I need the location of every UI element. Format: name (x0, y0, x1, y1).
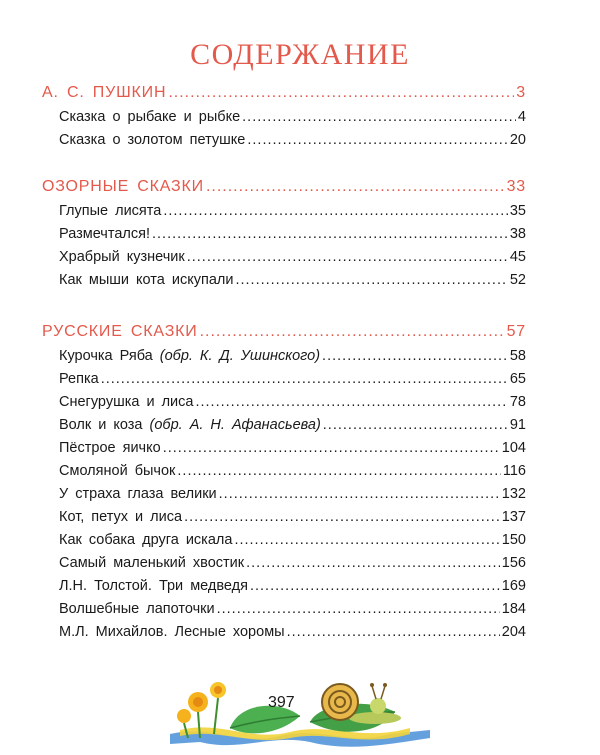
toc-entry[interactable] (42, 483, 526, 506)
entry-page: 104 (501, 440, 526, 456)
entry-page: 4 (517, 109, 526, 125)
toc-entry[interactable] (42, 598, 526, 621)
entry-label: Кот, петух и лиса (59, 509, 183, 525)
entry-label: Размечтался! (59, 226, 150, 242)
entry-label: Как собака друга искала (59, 532, 233, 548)
leader-dots (250, 575, 500, 598)
entry-page: 35 (509, 203, 526, 219)
toc-entry[interactable] (42, 506, 526, 529)
entry-page: 38 (509, 226, 526, 242)
leader-dots (247, 129, 507, 152)
leader-dots (177, 460, 500, 483)
toc-entry[interactable] (42, 575, 526, 598)
entry-label: Сказка о рыбаке и рыбке (59, 109, 241, 125)
toc-section-pushkin (42, 80, 526, 152)
entry-page: 184 (501, 601, 526, 617)
leader-dots (234, 529, 499, 552)
section-label: РУССКИЕ СКАЗКИ (42, 323, 198, 340)
entry-label: Как мыши кота искупали (59, 272, 234, 288)
toc-section-russkie (42, 319, 526, 644)
leader-dots (206, 174, 505, 200)
leader-dots (152, 223, 508, 246)
entry-page: 132 (501, 486, 526, 502)
leader-dots (287, 621, 500, 644)
entry-page: 45 (509, 249, 526, 265)
toc-entry[interactable] (42, 368, 526, 391)
entry-label: Снегурушка и лиса (59, 394, 194, 410)
entry-note: (обр. К. Д. Ушинского) (159, 348, 321, 364)
leader-dots (163, 437, 500, 460)
entry-page: 137 (501, 509, 526, 525)
entry-title: Курочка Ряба (59, 348, 153, 364)
leader-dots (242, 106, 516, 129)
leader-dots (217, 598, 500, 621)
page-title: СОДЕРЖАНИЕ (190, 38, 410, 71)
flower-icon (210, 682, 226, 734)
section-label: А. С. ПУШКИН (42, 84, 167, 101)
toc-entry[interactable] (42, 552, 526, 575)
section-page: 57 (506, 323, 526, 340)
section-page: 33 (506, 178, 526, 195)
entry-label: Самый маленький хвостик (59, 555, 245, 571)
flowers-leaves-snail-illustration (170, 672, 430, 750)
leader-dots (187, 246, 508, 269)
leader-dots (323, 414, 508, 437)
toc-section-heading[interactable] (42, 174, 526, 200)
section-label: ОЗОРНЫЕ СКАЗКИ (42, 178, 204, 195)
entry-page: 65 (509, 371, 526, 387)
snail-icon (322, 683, 401, 724)
entry-label (59, 414, 321, 437)
toc-entry[interactable] (42, 200, 526, 223)
entry-page: 169 (501, 578, 526, 594)
entry-label: М.Л. Михайлов. Лесные хоромы (59, 624, 285, 640)
entry-page: 204 (501, 624, 526, 640)
page-number: 397 (268, 694, 295, 711)
section-page: 3 (516, 84, 526, 101)
toc-entry[interactable] (42, 269, 526, 292)
entry-label: Глупые лисята (59, 203, 162, 219)
toc-entry[interactable] (42, 129, 526, 152)
leader-dots (235, 269, 507, 292)
entry-page: 156 (501, 555, 526, 571)
leader-dots (200, 319, 505, 345)
entry-page: 52 (509, 272, 526, 288)
toc-entry[interactable] (42, 106, 526, 129)
entry-label: Л.Н. Толстой. Три медведя (59, 578, 248, 594)
toc-entry[interactable] (42, 529, 526, 552)
entry-label: Репка (59, 371, 99, 387)
toc-entry[interactable] (42, 223, 526, 246)
entry-page: 20 (509, 132, 526, 148)
entry-label: Пёстрое яичко (59, 440, 161, 456)
leader-dots (219, 483, 500, 506)
entry-label: Храбрый кузнечик (59, 249, 185, 265)
entry-label: Смоляной бычок (59, 463, 176, 479)
entry-page: 116 (502, 463, 526, 479)
toc-entry[interactable] (42, 621, 526, 644)
entry-label: Волшебные лапоточки (59, 601, 215, 617)
entry-note: (обр. А. Н. Афанасьева) (149, 417, 321, 433)
leader-dots (195, 391, 507, 414)
toc-entry[interactable] (42, 460, 526, 483)
toc-entry[interactable] (42, 246, 526, 269)
leader-dots (163, 200, 508, 223)
leader-dots (322, 345, 508, 368)
entry-label (59, 345, 320, 368)
footer-illustration (170, 672, 430, 750)
entry-page: 91 (509, 417, 526, 433)
entry-label: У страха глаза велики (59, 486, 217, 502)
toc-entry[interactable] (42, 437, 526, 460)
toc-entry[interactable] (42, 414, 526, 437)
toc-entry[interactable] (42, 391, 526, 414)
toc-section-heading[interactable] (42, 80, 526, 106)
toc-section-ozornye (42, 174, 526, 292)
toc-entry[interactable] (42, 345, 526, 368)
entry-page: 58 (509, 348, 526, 364)
leader-dots (184, 506, 500, 529)
entry-label: Сказка о золотом петушке (59, 132, 246, 148)
entry-page: 78 (509, 394, 526, 410)
entry-page: 150 (501, 532, 526, 548)
leader-dots (101, 368, 508, 391)
entry-title: Волк и коза (59, 417, 143, 433)
toc-section-heading[interactable] (42, 319, 526, 345)
leader-dots (168, 80, 514, 106)
leader-dots (246, 552, 500, 575)
